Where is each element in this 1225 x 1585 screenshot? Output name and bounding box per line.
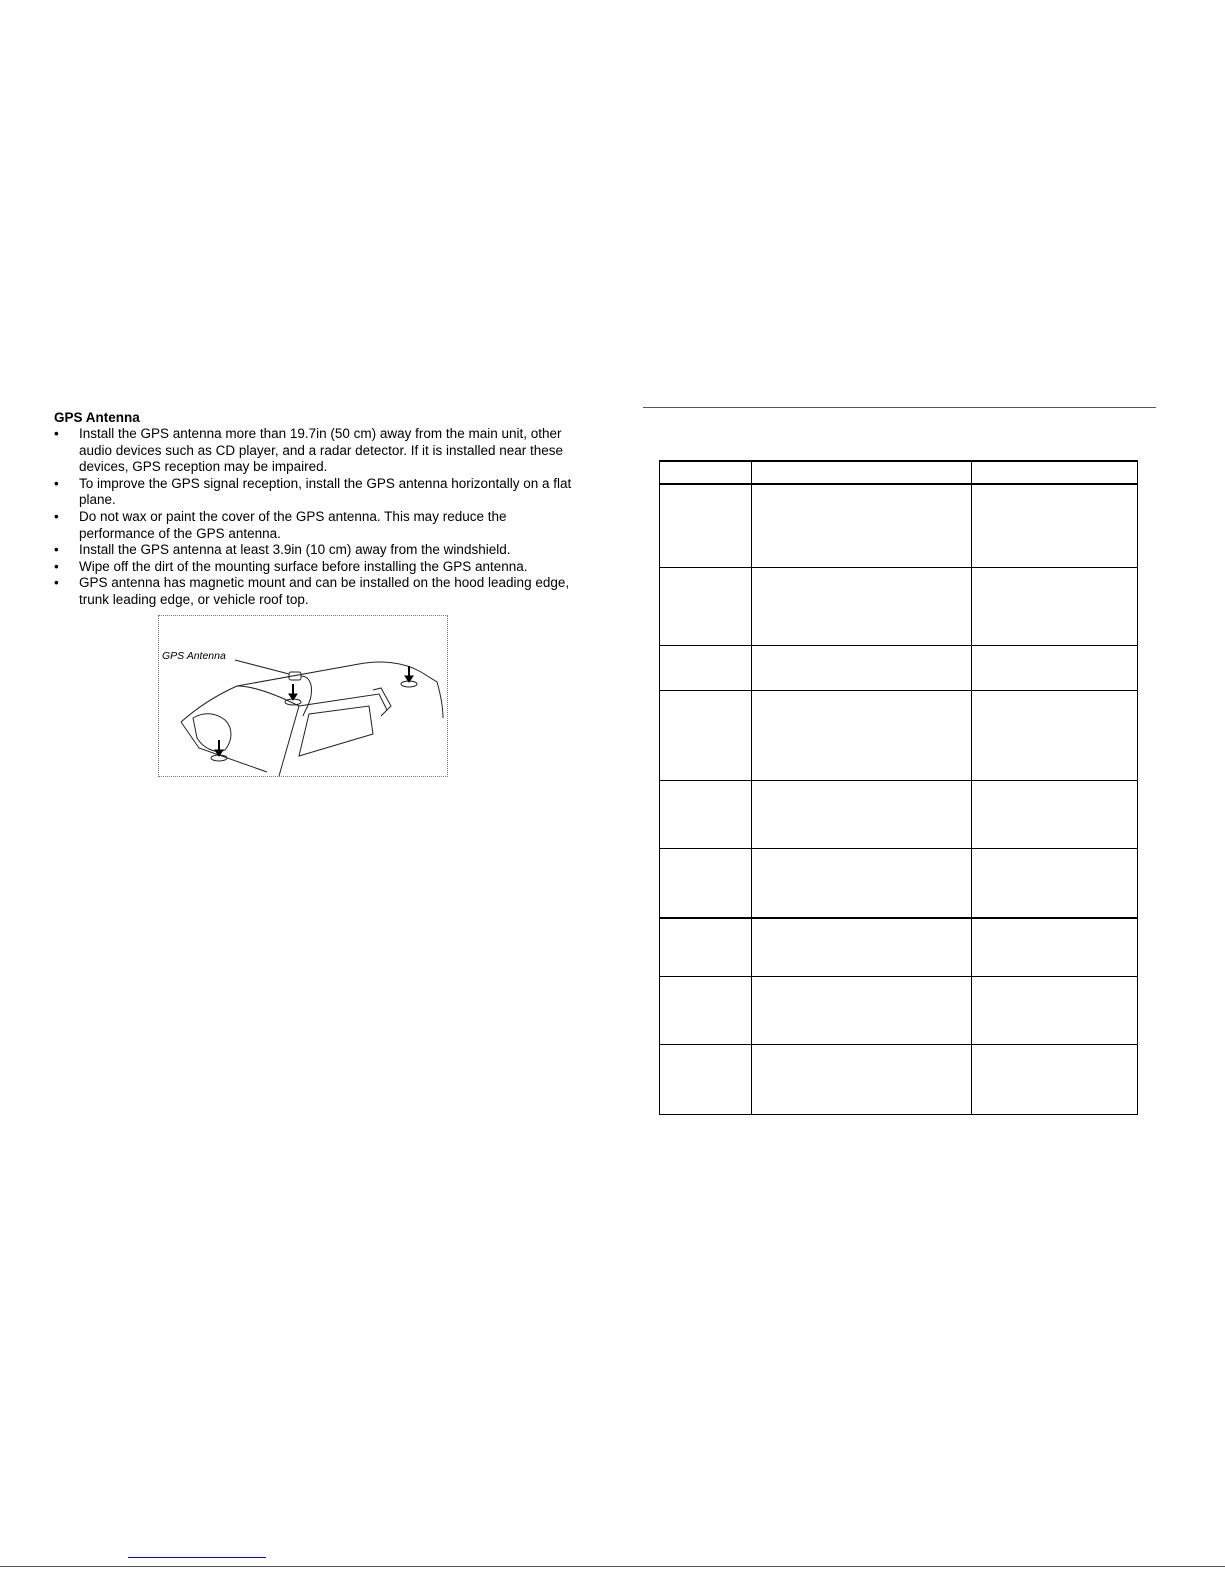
table-row (660, 1044, 1138, 1114)
table-cell (972, 690, 1138, 780)
table-row (660, 780, 1138, 848)
table-cell (972, 780, 1138, 848)
list-item: • Wipe off the dirt of the mounting surface before installing the GPS antenna. (54, 559, 574, 576)
table-cell (660, 645, 752, 690)
table-cell (752, 780, 972, 848)
table-cell (660, 780, 752, 848)
table-cell (752, 1044, 972, 1114)
list-item: • Install the GPS antenna at least 3.9in (10 cm) away from the windshield. (54, 542, 574, 559)
gps-antenna-section (54, 410, 574, 609)
table-row (660, 484, 1138, 567)
figure-label: GPS Antenna (162, 650, 226, 662)
footer-rule (0, 1566, 1225, 1567)
table-cell (752, 567, 972, 645)
table-row (660, 690, 1138, 780)
table-cell (752, 690, 972, 780)
table-cell (752, 976, 972, 1044)
table-cell (660, 918, 752, 976)
table-cell (752, 484, 972, 567)
header-rule (643, 407, 1156, 408)
table-cell (972, 484, 1138, 567)
table-row (660, 918, 1138, 976)
specification-table (659, 460, 1138, 1115)
table-cell (972, 918, 1138, 976)
table-cell (660, 484, 752, 567)
table-row (660, 976, 1138, 1044)
section-heading: GPS Antenna (54, 410, 140, 425)
table-row (660, 645, 1138, 690)
table-header-cell (752, 461, 972, 484)
table-cell (972, 567, 1138, 645)
link-underline[interactable] (128, 1557, 266, 1558)
car-illustration-icon (159, 616, 449, 778)
table-header-cell (660, 461, 752, 484)
list-item: • Do not wax or paint the cover of the GPS antenna. This may reduce the performance of the GPS antenna. (54, 509, 574, 542)
table-cell (660, 848, 752, 918)
instruction-list (54, 426, 574, 609)
table-cell (972, 1044, 1138, 1114)
table-row (660, 848, 1138, 918)
table-cell (972, 645, 1138, 690)
table-cell (752, 918, 972, 976)
list-item: • GPS antenna has magnetic mount and can be installed on the hood leading edge, trunk leading edge, or vehicle roof top. (54, 575, 574, 608)
list-item: • To improve the GPS signal reception, install the GPS antenna horizontally on a flat plane. (54, 476, 574, 509)
table-cell (660, 1044, 752, 1114)
table-cell (972, 848, 1138, 918)
table-header-row (660, 461, 1138, 484)
car-antenna-figure (158, 615, 448, 777)
table-cell (972, 976, 1138, 1044)
table-cell (660, 567, 752, 645)
list-item: • Install the GPS antenna more than 19.7in (50 cm) away from the main unit, other audio devices such as CD player, and a radar detector. If it is installed near these devices, GPS reception may be impaired. (54, 426, 574, 476)
table-cell (660, 976, 752, 1044)
table-header-cell (972, 461, 1138, 484)
table-row (660, 567, 1138, 645)
table-cell (752, 848, 972, 918)
table-cell (752, 645, 972, 690)
table-cell (660, 690, 752, 780)
